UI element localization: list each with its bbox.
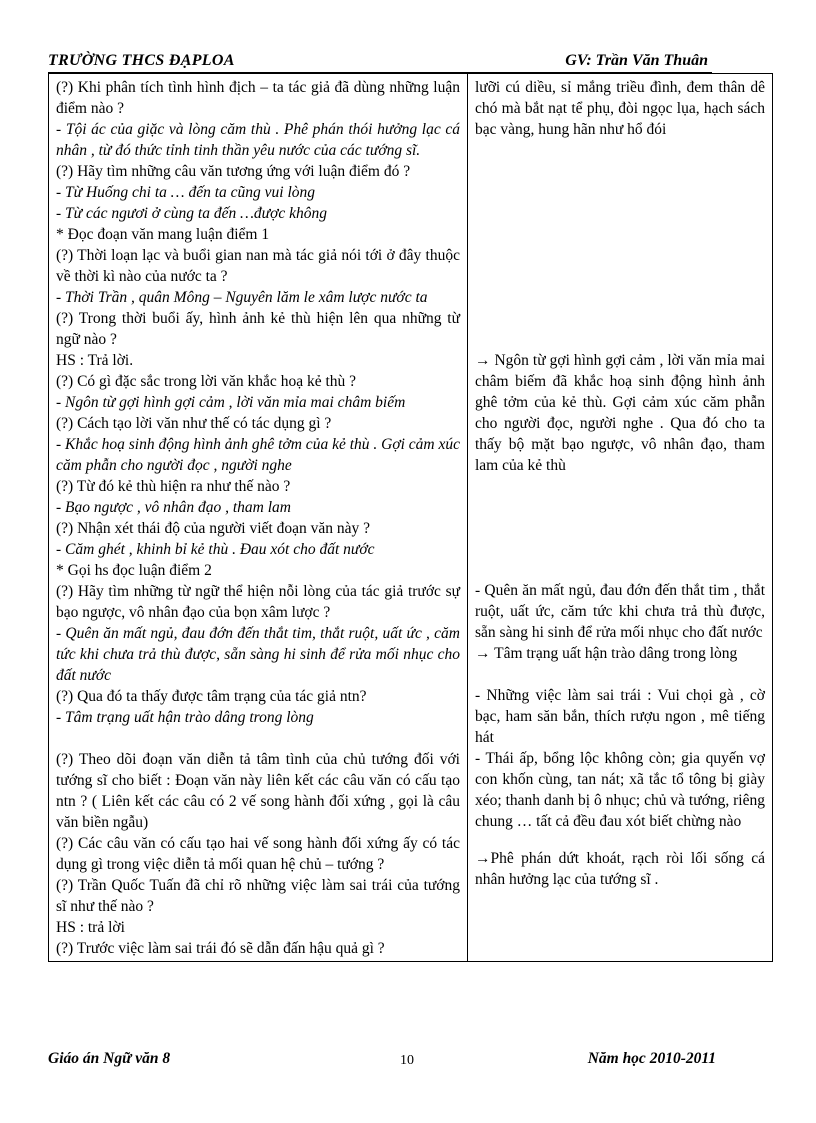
- page-header: [48, 52, 712, 74]
- question-line: (?) Hãy tìm những câu văn tương ứng với luận điểm đó ?: [56, 163, 411, 180]
- question-line: HS : trả lời: [56, 919, 125, 936]
- content-block-wrong-deeds: - Những việc làm sai trái : Vui chọi gà , cờ bạc, ham săn bắn, thích rượu ngon , mê tiếng hát: [475, 687, 765, 746]
- spacer-line: [56, 728, 460, 749]
- lesson-table: [48, 73, 773, 962]
- teacher-name: GV: Trần Văn Thuân: [565, 52, 708, 69]
- question-line: * Gọi hs đọc luận điểm 2: [56, 562, 212, 579]
- question-line: - Ngôn từ gợi hình gợi cảm , lời văn mỉa mai châm biếm: [56, 394, 406, 411]
- question-line: (?) Trước việc làm sai trái đó sẽ dẫn đấn hậu quả gì ?: [56, 940, 385, 957]
- question-line: - Tâm trạng uất hận trào dâng trong lòng: [56, 709, 314, 726]
- footer-book-title: Giáo án Ngữ văn 8: [48, 1050, 171, 1067]
- question-line: - Căm ghét , khinh bỉ kẻ thù . Đau xót cho đất nước: [56, 541, 375, 558]
- question-line: HS : Trả lời.: [56, 352, 134, 369]
- page-footer: [48, 1050, 768, 1072]
- question-line: (?) Cách tạo lời văn như thế có tác dụng gì ?: [56, 415, 332, 432]
- question-line: - Thời Trần , quân Mông – Nguyên lăm le xâm lược nước ta: [56, 289, 428, 306]
- content-block-author-feelings: - Quên ăn mất ngủ, đau đớn đến thắt tim , thắt ruột, uất ức, căm tức khi chưa trả thù được, sẵn sàng hi sinh để rửa mối nhục cho đất nước: [475, 582, 765, 641]
- school-name: TRƯỜNG THCS ĐẠPLOA: [48, 52, 235, 69]
- question-line: (?) Khi phân tích tình hình địch – ta tác giả đã dùng những luận điểm nào ?: [56, 79, 460, 117]
- question-line: (?) Có gì đặc sắc trong lời văn khắc hoạ kẻ thù ?: [56, 373, 357, 390]
- question-line: - Quên ăn mất ngủ, đau đớn đến thắt tim, thắt ruột, uất ức , căm tức khi chưa trả thù được, sẵn sàng hi sinh để rửa mối nhục cho đất nước: [56, 625, 460, 684]
- question-line: - Từ các ngươi ở cùng ta đến …được không: [56, 205, 328, 222]
- question-line: (?) Từ đó kẻ thù hiện ra như thế nào ?: [56, 478, 291, 495]
- page-number: 10: [400, 1053, 414, 1068]
- question-line: (?) Trong thời buổi ấy, hình ảnh kẻ thù hiện lên qua những từ ngữ nào ?: [56, 310, 460, 348]
- content-block-enemy-images: lưỡi cú diều, sỉ mắng triều đình, đem thân dê chó mà bắt nạt tể phụ, đòi ngọc lụa, hạch sách bạc vàng, hung hãn như hổ đói: [475, 79, 765, 138]
- question-line: - Tội ác của giặc và lòng căm thù . Phê phán thói hưởng lạc cá nhân , từ đó thức tỉnh tinh thần yêu nước của các tướng sĩ.: [56, 121, 460, 159]
- teacher-student-activity-column: [49, 74, 468, 962]
- question-line: (?) Trần Quốc Tuấn đã chỉ rõ những việc làm sai trái của tướng sĩ như thế nào ?: [56, 877, 460, 915]
- question-line: - Bạo ngược , vô nhân đạo , tham lam: [56, 499, 291, 516]
- footer-school-year: Năm học 2010-2011: [587, 1050, 716, 1067]
- question-line: * Đọc đoạn văn mang luận điểm 1: [56, 226, 270, 243]
- question-line: (?) Hãy tìm những từ ngữ thể hiện nỗi lòng của tác giả trước sự bạo ngược, vô nhân đạo của bọn xâm lược ?: [56, 583, 460, 621]
- question-line: - Khắc hoạ sinh động hình ảnh ghê tởm của kẻ thù . Gợi cảm xúc căm phẫn cho người đọc , người nghe: [56, 436, 460, 474]
- question-line: (?) Các câu văn có cấu tạo hai vế song hành đối xứng ấy có tác dụng gì trong việc diễn tả mối quan hệ chủ – tướng ?: [56, 835, 460, 873]
- content-block-consequences: - Thái ấp, bổng lộc không còn; gia quyến vợ con khốn cùng, tan nát; xã tắc tổ tông bị giày xéo; thanh danh bị ô nhục; chủ và tướng, riêng chung … tất cả đều đau xót biết chừng nào: [475, 750, 765, 830]
- question-line: - Từ Huống chi ta … đến ta cũng vui lòng: [56, 184, 316, 201]
- question-line: (?) Thời loạn lạc và buổi gian nan mà tác giả nói tới ở đây thuộc về thời kì nào của nước ta ?: [56, 247, 460, 285]
- question-line: (?) Qua đó ta thấy được tâm trạng của tác giả ntn?: [56, 688, 367, 705]
- content-block-emotion-conclusion: → Tâm trạng uất hận trào dâng trong lòng: [475, 645, 738, 662]
- content-block-criticism: →Phê phán dứt khoát, rạch ròi lối sống cá nhân hưởng lạc của tướng sĩ .: [475, 850, 765, 888]
- question-list: [56, 77, 460, 959]
- content-block-language-analysis: → Ngôn từ gợi hình gợi cảm , lời văn mỉa mai châm biếm đã khắc hoạ sinh động hình ảnh ghê tởm của kẻ thù. Gợi cảm xúc căm phẫn cho người đọc, người nghe . Qua đó cho ta thấy bộ mặt bạo ngược, vô nhân đạo, tham lam của kẻ thù: [475, 352, 765, 474]
- content-column: [468, 74, 773, 962]
- question-line: (?) Nhận xét thái độ của người viết đoạn văn này ?: [56, 520, 371, 537]
- question-line: (?) Theo dõi đoạn văn diễn tả tâm tình của chủ tướng đối với tướng sĩ cho biết : Đoạn văn này liên kết các câu văn có cấu tạo ntn ? ( Liên kết các câu có 2 vế song hành đối xứng , gọi là câu văn biền ngẫu): [56, 751, 460, 831]
